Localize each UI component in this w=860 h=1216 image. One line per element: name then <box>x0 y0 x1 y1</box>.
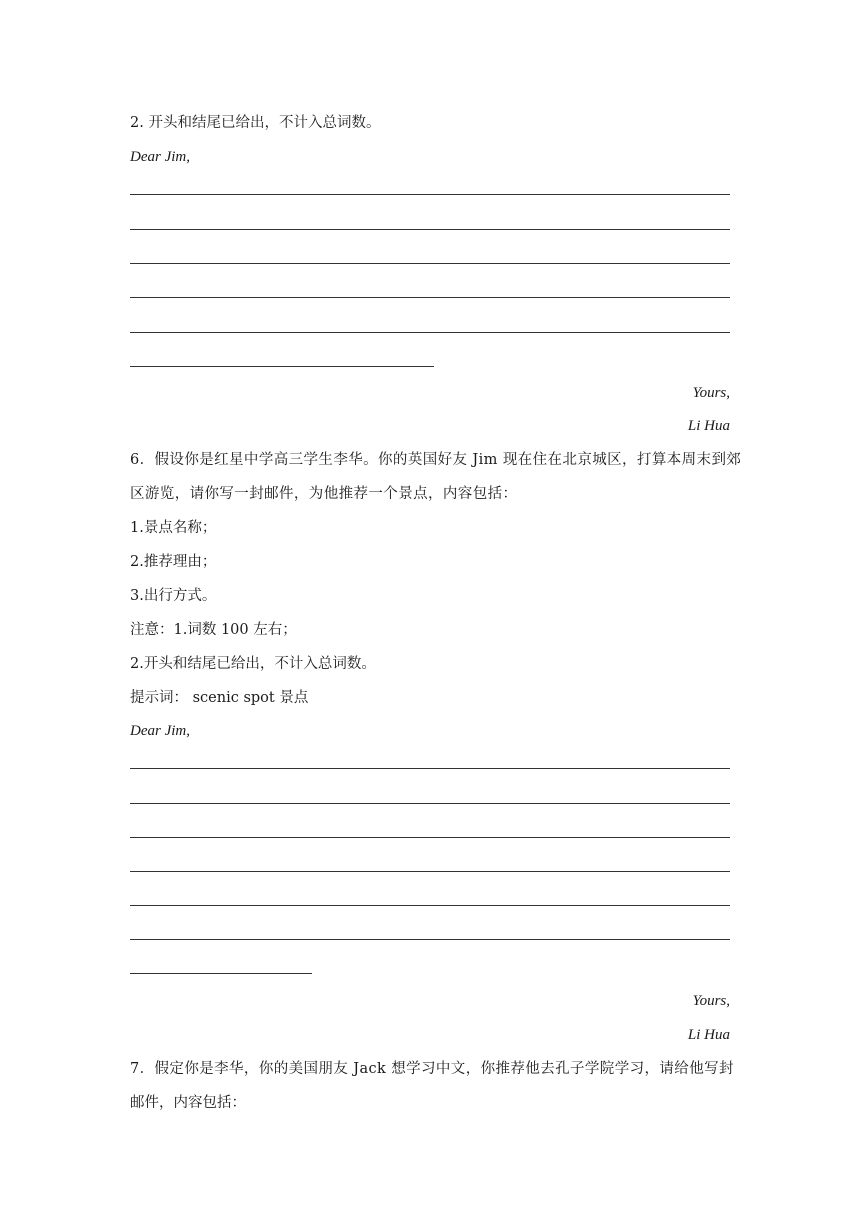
letter-closing: Yours, <box>692 993 730 1009</box>
letter-signature: Li Hua <box>687 1027 730 1043</box>
writing-line[interactable] <box>130 871 730 872</box>
hint-words: 提示词： scenic spot 景点 <box>130 690 309 706</box>
requirement-item: 3.出行方式。 <box>130 588 217 604</box>
writing-line[interactable] <box>130 803 730 804</box>
writing-line[interactable] <box>130 768 730 769</box>
question-7-prompt-line2: 邮件，内容包括： <box>130 1095 246 1111</box>
writing-line[interactable] <box>130 297 730 298</box>
question-7-prompt-line1: 7．假定你是李华，你的美国朋友 Jack 想学习中文，你推荐他去孔子学院学习，请给他写封 <box>130 1061 734 1077</box>
writing-line-short[interactable] <box>130 366 434 367</box>
requirement-item: 1.景点名称； <box>130 520 217 536</box>
writing-line[interactable] <box>130 837 730 838</box>
word-count-note: 注意：1.词数 100 左右； <box>130 622 297 638</box>
writing-line[interactable] <box>130 263 730 264</box>
letter-signature: Li Hua <box>687 418 730 434</box>
requirement-item: 2.推荐理由； <box>130 554 217 570</box>
question-6-prompt-line2: 区游览，请你写一封邮件，为他推荐一个景点，内容包括： <box>130 486 518 502</box>
writing-line[interactable] <box>130 332 730 333</box>
writing-line[interactable] <box>130 905 730 906</box>
letter-greeting: Dear Jim, <box>130 723 190 739</box>
letter-greeting: Dear Jim, <box>130 149 190 165</box>
writing-line[interactable] <box>130 939 730 940</box>
letter-closing: Yours, <box>692 385 730 401</box>
writing-line[interactable] <box>130 229 730 230</box>
word-count-note: 2. 开头和结尾已给出，不计入总词数。 <box>130 115 381 131</box>
writing-line[interactable] <box>130 194 730 195</box>
word-count-note: 2.开头和结尾已给出，不计入总词数。 <box>130 656 376 672</box>
question-6-prompt-line1: 6．假设你是红星中学高三学生李华。你的英国好友 Jim 现在住在北京城区，打算本周末到郊 <box>130 452 742 468</box>
writing-line-short[interactable] <box>130 973 312 974</box>
